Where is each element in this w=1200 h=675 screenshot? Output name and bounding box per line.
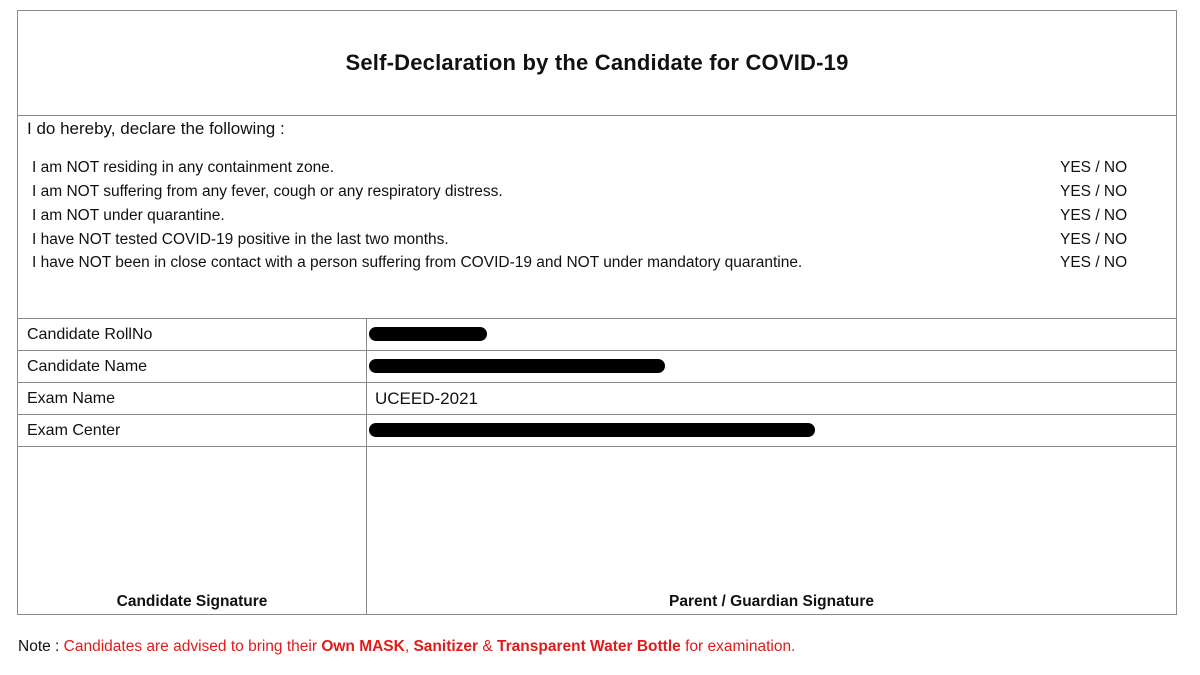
title-box — [18, 11, 1176, 116]
parent-signature-label: Parent / Guardian Signature — [669, 593, 874, 610]
declaration-item — [32, 159, 1160, 177]
signature-area — [18, 447, 1176, 615]
declaration-statement: I am NOT residing in any containment zone. — [32, 159, 335, 176]
declaration-answer: YES / NO — [1060, 231, 1128, 248]
declaration-statement: I have NOT been in close contact with a person suffering from COVID-19 and NOT under mandatory quarantine. — [32, 254, 803, 271]
info-label: Exam Name — [18, 383, 367, 414]
note-prefix: Note : — [18, 638, 64, 655]
redaction-mark — [369, 423, 815, 437]
info-label: Exam Center — [18, 415, 367, 446]
note-mask: Own MASK — [321, 638, 405, 655]
redaction-mark — [369, 327, 487, 341]
declaration-statement: I am NOT suffering from any fever, cough or any respiratory distress. — [32, 183, 503, 200]
declaration-answer: YES / NO — [1060, 159, 1128, 176]
note-suffix: for examination. — [680, 638, 796, 655]
info-label: Candidate Name — [18, 351, 367, 382]
declaration-item — [32, 183, 1160, 201]
declaration-form — [17, 10, 1177, 615]
declaration-statement: I am NOT under quarantine. — [32, 207, 225, 224]
declaration-intro: I do hereby, declare the following : — [27, 119, 285, 138]
info-row-rollno — [18, 319, 1176, 351]
declaration-item — [32, 254, 1160, 272]
note-ampersand: & — [478, 638, 498, 655]
info-row-exam-center — [18, 415, 1176, 447]
note-sanitizer: Sanitizer — [413, 638, 479, 655]
declaration-answer: YES / NO — [1060, 207, 1128, 224]
info-value — [367, 415, 1176, 446]
declaration-list — [32, 159, 1160, 272]
declaration-item — [32, 231, 1160, 249]
info-row-name — [18, 351, 1176, 383]
candidate-signature-label: Candidate Signature — [116, 593, 268, 610]
info-value — [367, 351, 1176, 382]
footer-note — [18, 638, 795, 656]
info-value — [367, 319, 1176, 350]
parent-signature-box — [367, 447, 1176, 615]
info-value: UCEED-2021 — [375, 388, 478, 408]
note-separator: , — [404, 638, 414, 655]
page-title: Self-Declaration by the Candidate for COVID-19 — [345, 50, 849, 75]
declaration-answer: YES / NO — [1060, 254, 1128, 271]
declaration-statement: I have NOT tested COVID-19 positive in the last two months. — [32, 231, 449, 248]
note-bottle: Transparent Water Bottle — [497, 638, 681, 655]
candidate-signature-box — [18, 447, 367, 615]
declaration-answer: YES / NO — [1060, 183, 1128, 200]
info-row-exam-name — [18, 383, 1176, 415]
note-text: Candidates are advised to bring their — [63, 638, 322, 655]
candidate-info-table — [18, 318, 1176, 615]
declaration-item — [32, 207, 1160, 225]
redaction-mark — [369, 359, 665, 373]
info-label: Candidate RollNo — [18, 319, 367, 350]
